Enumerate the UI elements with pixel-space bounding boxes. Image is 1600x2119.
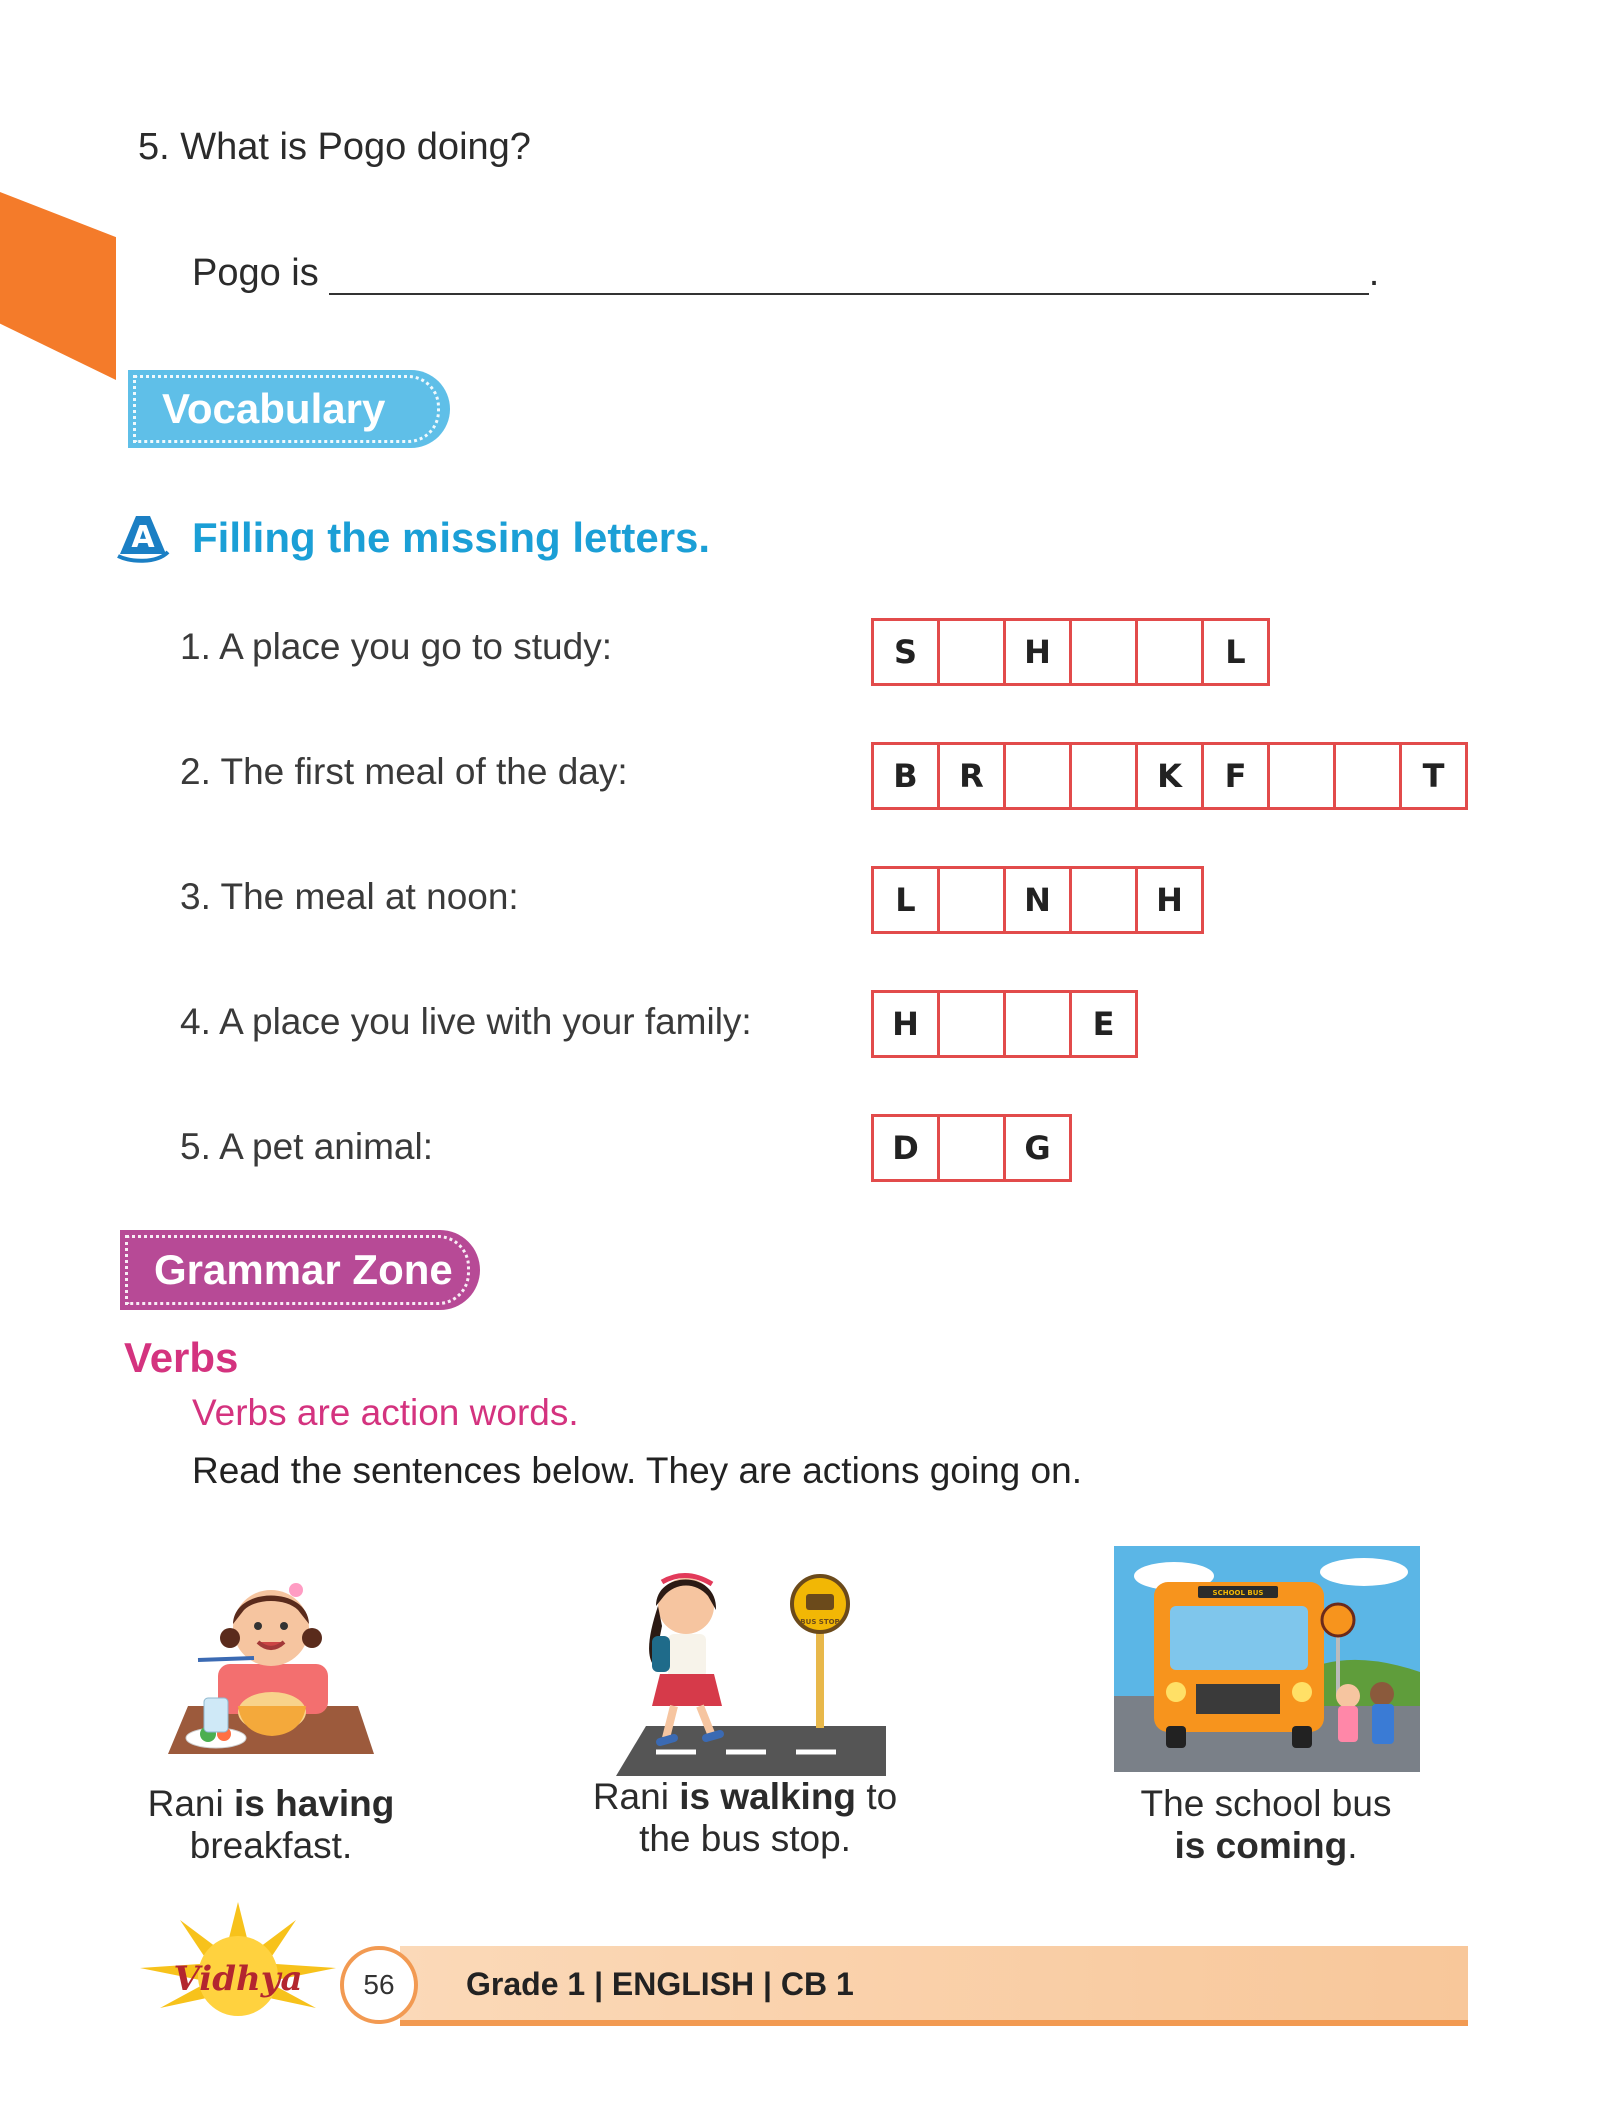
letter-box: H xyxy=(1006,621,1072,683)
letter-boxes-4 xyxy=(871,990,1138,1058)
letter-box[interactable] xyxy=(940,993,1006,1055)
letter-box: K xyxy=(1138,745,1204,807)
page-number: 56 xyxy=(340,1946,418,2024)
school-bus-illustration xyxy=(1114,1546,1420,1772)
letter-box: R xyxy=(940,745,1006,807)
letter-box: L xyxy=(1225,633,1246,671)
section-a-icon xyxy=(116,510,170,564)
letter-box[interactable] xyxy=(940,1117,1006,1179)
section-a-letter: A xyxy=(131,520,155,555)
letter-box: E xyxy=(1092,1005,1115,1043)
girl-walking-to-bus-stop-illustration xyxy=(596,1566,886,1776)
caption-2-line2: the bus stop. xyxy=(639,1818,851,1859)
answer-line xyxy=(192,252,1379,295)
letter-boxes-2 xyxy=(871,742,1468,810)
section-a-title: Filling the missing letters. xyxy=(192,514,711,561)
answer-prefix: Pogo is xyxy=(192,252,319,294)
item-4-text: 4. A place you live with your family: xyxy=(180,1001,752,1042)
footer-text: Grade 1 | ENGLISH | CB 1 xyxy=(466,1966,854,2002)
letter-box[interactable] xyxy=(1072,745,1138,807)
caption-2-pre: Rani xyxy=(592,1776,680,1817)
vocabulary-label: Vocabulary xyxy=(162,385,386,432)
caption-1-line2: breakfast. xyxy=(189,1825,353,1866)
letter-box: D xyxy=(874,1117,940,1179)
caption-2-verb: is walking xyxy=(679,1776,857,1817)
letter-box[interactable] xyxy=(1270,745,1336,807)
bus-stop-sign-text: BUS STOP xyxy=(800,1618,840,1626)
item-1-text: 1. A place you go to study: xyxy=(180,626,612,667)
answer-suffix: . xyxy=(1368,252,1380,294)
letter-box[interactable] xyxy=(1072,621,1138,683)
letter-box: L xyxy=(874,869,940,931)
letter-box[interactable] xyxy=(1006,745,1072,807)
letter-box[interactable] xyxy=(940,869,1006,931)
letter-box: G xyxy=(1024,1129,1051,1167)
letter-box[interactable] xyxy=(1336,745,1402,807)
item-2-text: 2. The first meal of the day: xyxy=(180,751,628,792)
caption-2-post: to xyxy=(856,1776,898,1817)
caption-3 xyxy=(1106,1783,1426,1867)
caption-3-period: . xyxy=(1347,1825,1358,1866)
grammar-zone-label: Grammar Zone xyxy=(154,1246,453,1293)
vocabulary-banner xyxy=(128,370,450,448)
letter-box: S xyxy=(874,621,940,683)
letter-boxes-5 xyxy=(871,1114,1072,1182)
caption-2 xyxy=(570,1776,920,1860)
letter-box: F xyxy=(1204,745,1270,807)
question-5: 5. What is Pogo doing? xyxy=(138,126,531,168)
caption-1-pre: Rani xyxy=(147,1783,234,1824)
verbs-definition: Verbs are action words. xyxy=(192,1392,579,1433)
letter-box: H xyxy=(874,993,940,1055)
caption-3-line1: The school bus xyxy=(1140,1783,1392,1824)
caption-1 xyxy=(126,1783,416,1867)
letter-box[interactable] xyxy=(1138,621,1204,683)
orange-corner-tab xyxy=(0,192,116,380)
letter-box: N xyxy=(1006,869,1072,931)
letter-box: B xyxy=(874,745,940,807)
caption-1-verb: is having xyxy=(234,1783,395,1824)
letter-box[interactable] xyxy=(1006,993,1072,1055)
grammar-zone-banner xyxy=(120,1230,480,1310)
item-3-text: 3. The meal at noon: xyxy=(180,876,519,917)
letter-box[interactable] xyxy=(940,621,1006,683)
verbs-instruction: Read the sentences below. They are actions going on. xyxy=(192,1450,1082,1491)
school-bus-sign-text: SCHOOL BUS xyxy=(1212,1589,1264,1597)
caption-3-verb: is coming xyxy=(1174,1825,1348,1866)
answer-blank[interactable] xyxy=(329,257,1369,295)
girl-eating-breakfast-illustration xyxy=(168,1574,374,1774)
vidhya-logo-text: Vidhya xyxy=(173,1959,303,1999)
item-5-text: 5. A pet animal: xyxy=(180,1126,434,1167)
letter-box: T xyxy=(1422,757,1445,795)
letter-boxes-1 xyxy=(871,618,1270,686)
letter-box: H xyxy=(1156,881,1183,919)
vidhya-logo xyxy=(120,1898,356,2018)
verbs-title: Verbs xyxy=(124,1334,239,1381)
letter-boxes-3 xyxy=(871,866,1204,934)
letter-box[interactable] xyxy=(1072,869,1138,931)
